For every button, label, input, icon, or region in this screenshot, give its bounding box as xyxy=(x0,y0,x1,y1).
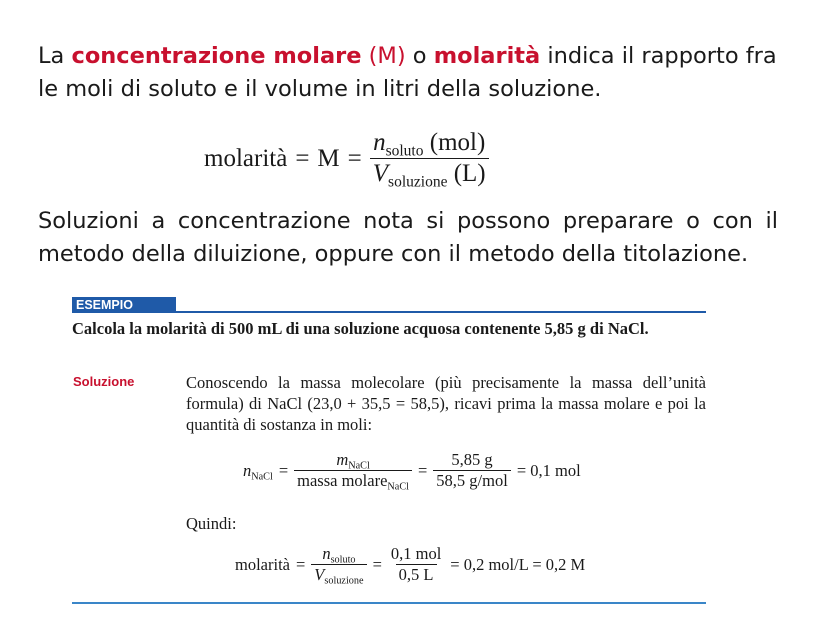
example-question: Calcola la molarità di 500 mL di una soluzione acquosa contenente 5,85 g di NaCl. xyxy=(72,319,649,338)
moles-equals-1: = xyxy=(278,460,289,480)
moles-equation xyxy=(243,450,581,491)
molarity-equals-2: = xyxy=(372,554,382,574)
denominator-sub: soluzione xyxy=(388,173,448,191)
molarity-fraction-1-num xyxy=(319,544,358,564)
moles-fraction-2 xyxy=(433,450,511,491)
formula-fraction xyxy=(370,128,489,189)
moles-lhs xyxy=(243,461,273,481)
numerator-var: n xyxy=(373,129,386,156)
moles-result: = 0,1 mol xyxy=(516,460,581,480)
example-header-rule xyxy=(176,311,706,313)
molarity-formula xyxy=(204,128,489,189)
molarity-equation xyxy=(235,544,585,585)
molarity-fraction-2-den: 0,5 L xyxy=(396,564,437,585)
volume-var: V xyxy=(314,565,325,584)
numerator-unit: (mol) xyxy=(429,129,486,156)
molar-mass-text: massa molare xyxy=(297,471,388,490)
mass-var: m xyxy=(336,450,349,469)
formula-denominator xyxy=(370,158,489,189)
formula-numerator xyxy=(370,128,488,158)
molarity-fraction-2-num: 0,1 mol xyxy=(390,544,442,563)
example-badge: ESEMPIO xyxy=(72,297,176,313)
volume-sub: soluzione xyxy=(324,575,364,587)
denominator-unit: (L) xyxy=(453,160,486,187)
intro-paragraph xyxy=(38,40,788,106)
formula-lhs: molarità xyxy=(204,144,288,172)
term-symbol-m: (M) xyxy=(361,43,406,69)
moles-fraction-1 xyxy=(294,450,412,491)
formula-equals-1: = xyxy=(295,144,310,172)
molarity-result: = 0,2 mol/L = 0,2 M xyxy=(450,554,586,574)
moles-fraction-2-num: 5,85 g xyxy=(451,450,493,469)
numerator-sub: soluto xyxy=(385,142,424,160)
molarity-lhs: molarità xyxy=(235,554,290,574)
methods-paragraph: Soluzioni a concentrazione nota si possono preparare o con il metodo della diluizione, oppure con il metodo della titolazione. xyxy=(38,208,778,267)
example-bottom-rule xyxy=(72,602,706,604)
solution-label: Soluzione xyxy=(73,374,135,389)
intro-text-1: La xyxy=(38,43,72,69)
moles-lhs-sub: NaCl xyxy=(251,471,273,483)
moles-equals-2: = xyxy=(417,460,428,480)
molarity-fraction-2 xyxy=(388,544,444,585)
term-molarita: molarità xyxy=(433,43,541,69)
quindi-label: Quindi: xyxy=(186,514,237,533)
denominator-var: V xyxy=(372,160,389,187)
molar-mass-sub: NaCl xyxy=(387,481,409,493)
molarity-fraction-1-den xyxy=(311,564,366,585)
solution-text: Conoscendo la massa molecolare (più precisamente la massa dell’unità formula) di NaCl (23,0 + 35,5 = 58,5), ricavi prima la massa molare e poi la quantità di sostanza in moli: xyxy=(186,373,706,434)
formula-equals-2: = xyxy=(347,144,362,172)
molarity-equals-1: = xyxy=(295,554,306,574)
intro-text-3: indica il rapporto fra le moli di soluto e il volume in litri della soluzione. xyxy=(38,43,777,102)
moles-fraction-2-den: 58,5 g/mol xyxy=(433,470,511,491)
moles-fraction-1-den xyxy=(294,470,412,491)
solute-sub: soluto xyxy=(330,554,356,566)
solute-var: n xyxy=(322,544,331,563)
formula-m: M xyxy=(317,144,340,172)
molarity-fraction-1 xyxy=(311,544,366,585)
moles-fraction-1-num xyxy=(333,450,373,470)
intro-text-2: o xyxy=(405,43,434,69)
mass-sub: NaCl xyxy=(348,460,370,472)
term-concentrazione-molare: concentrazione molare xyxy=(71,43,362,69)
moles-lhs-var: n xyxy=(243,460,252,480)
